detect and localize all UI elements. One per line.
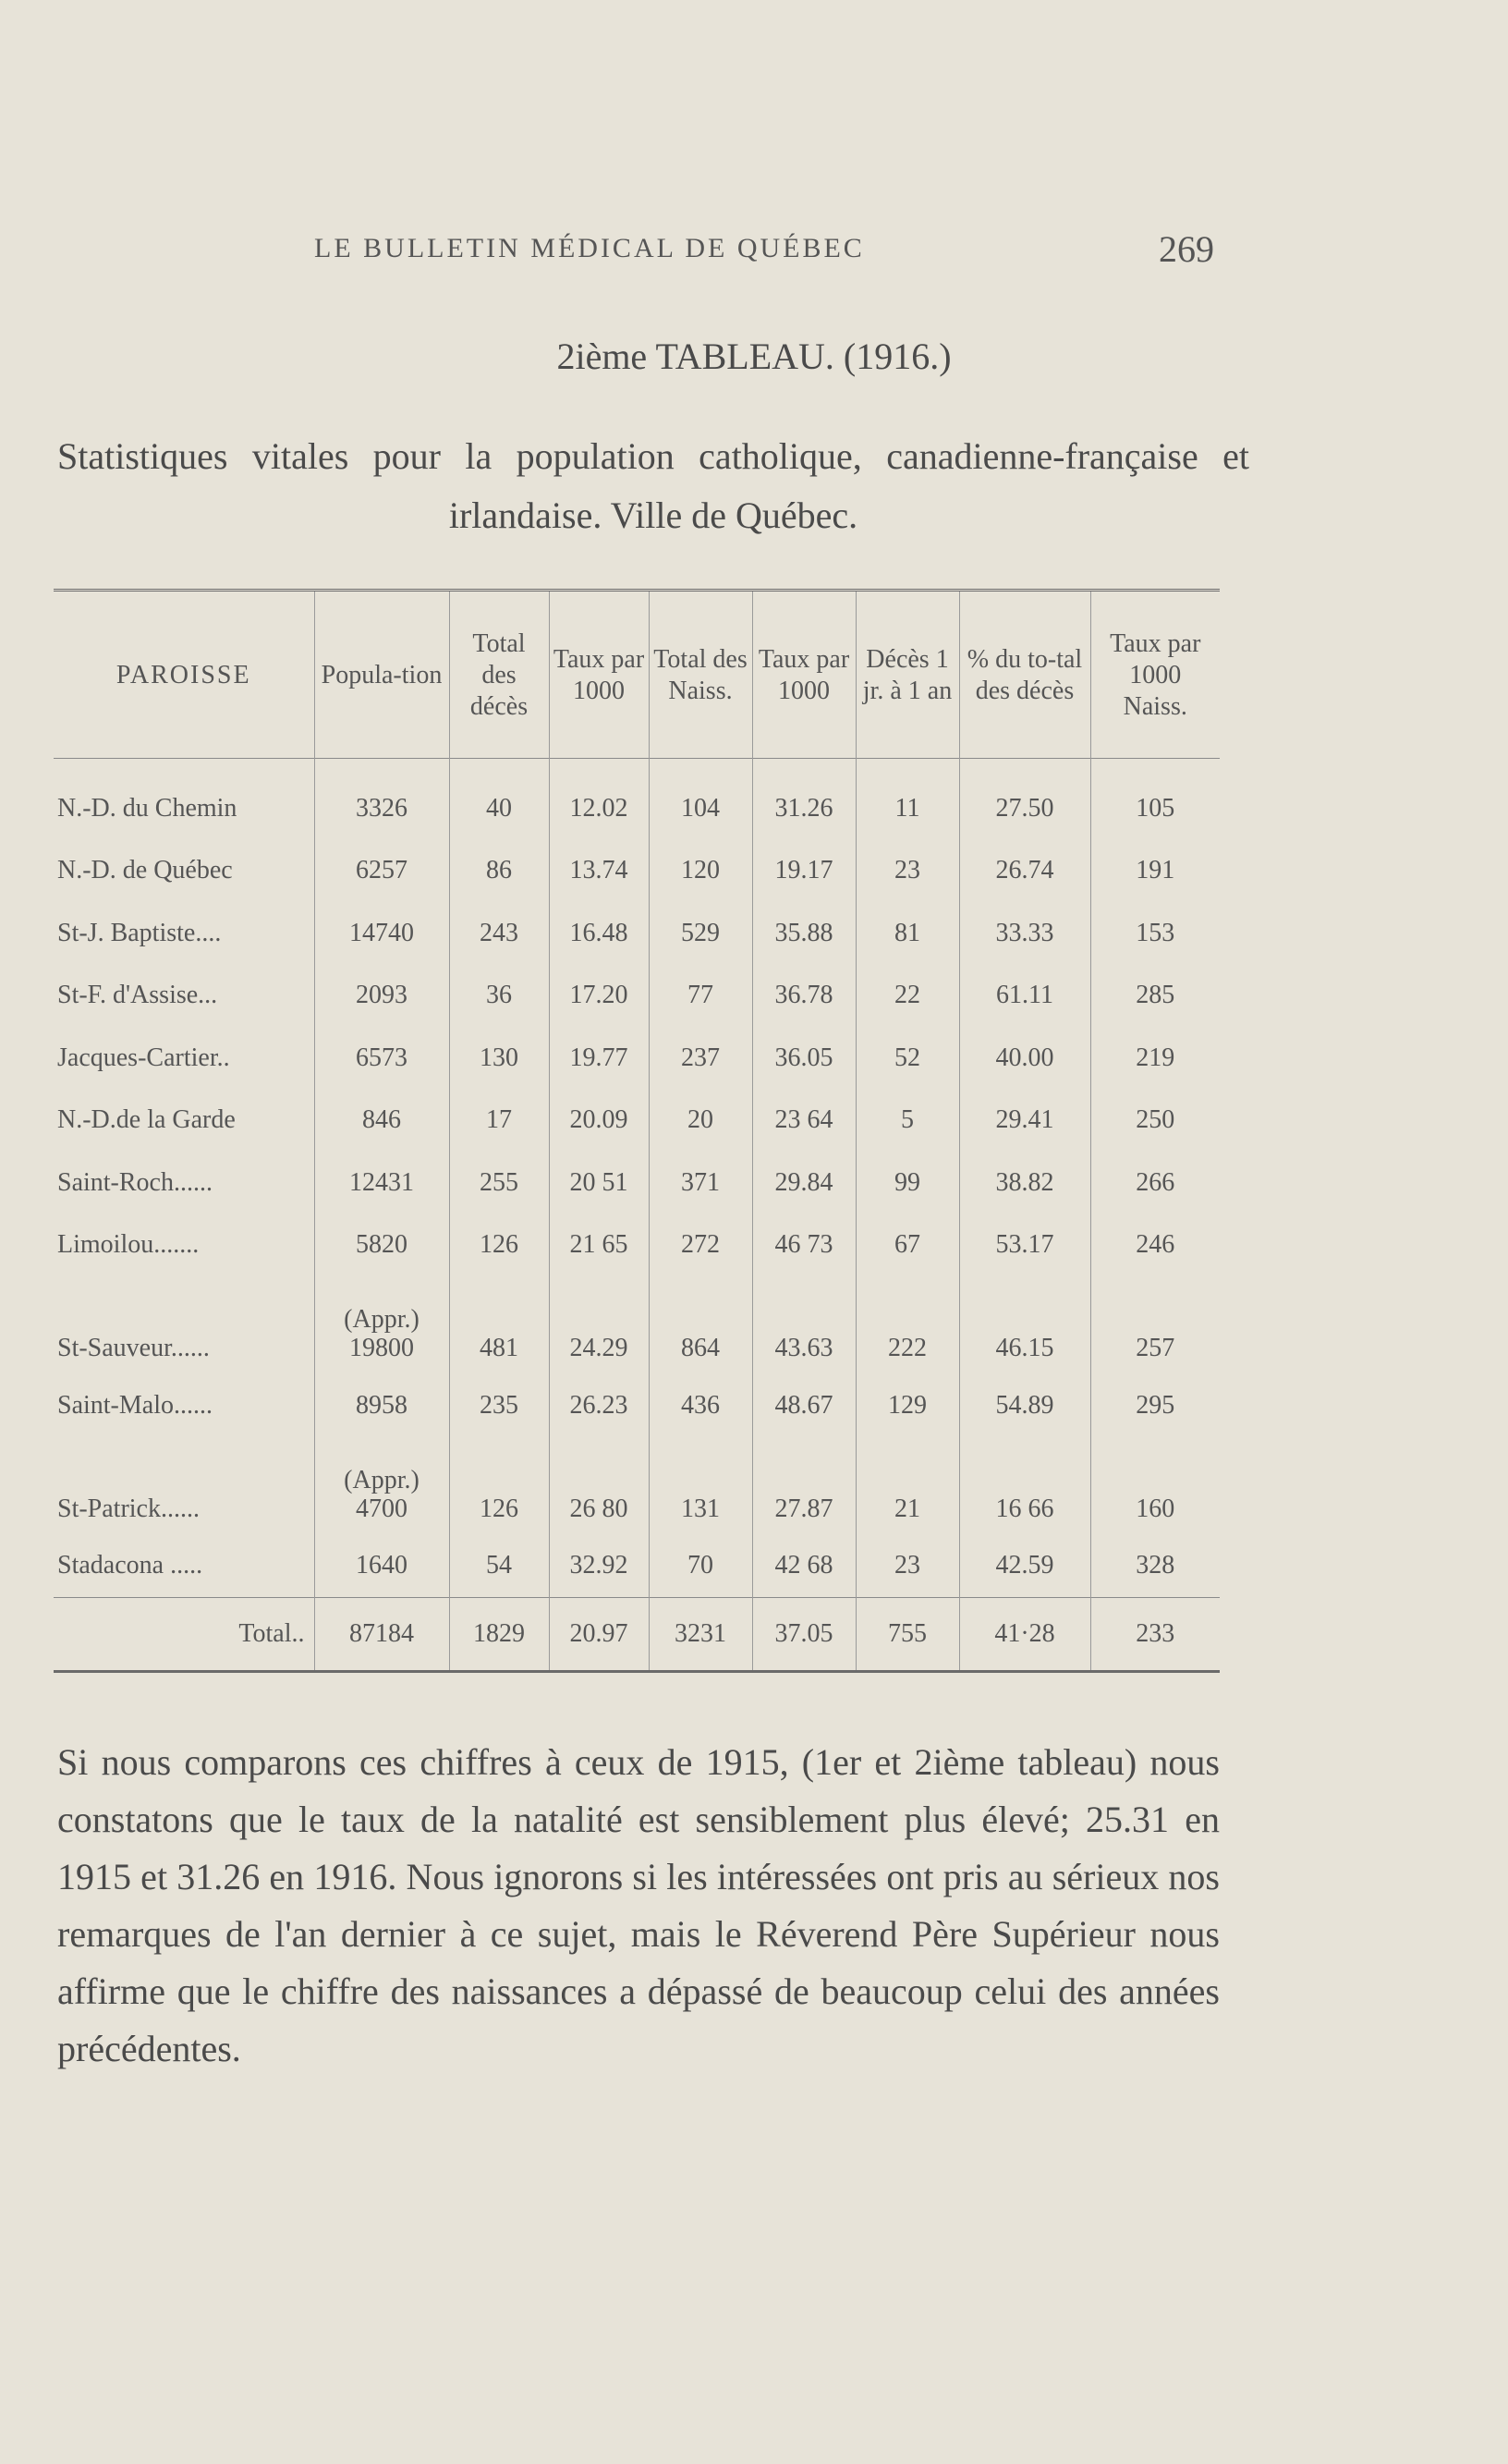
table-cell-total-deces: 481 [449, 1276, 549, 1374]
column-header: Total des décès [449, 591, 549, 759]
table-cell-deces-1an: 67 [856, 1214, 959, 1277]
table-cell-total-deces: 235 [449, 1374, 549, 1437]
table-cell-pct-deces: 53.17 [959, 1214, 1090, 1277]
table-cell-taux-naiss: 48.67 [752, 1374, 856, 1437]
table-cell-pct-deces: 16 66 [959, 1437, 1090, 1535]
table-cell-population: 8958 [314, 1374, 449, 1437]
table-cell-population: 6257 [314, 840, 449, 903]
table-row [54, 902, 1220, 965]
table-cell-taux-naiss-1000: 295 [1090, 1374, 1220, 1437]
table-cell-taux-naiss-1000: 257 [1090, 1276, 1220, 1374]
column-header: % du to-tal des décès [959, 591, 1090, 759]
table-cell-taux-naiss: 31.26 [752, 777, 856, 840]
total-cell-population: 87184 [314, 1598, 449, 1672]
table-cell-taux-naiss: 29.84 [752, 1152, 856, 1214]
column-header: Taux par 1000 Naiss. [1090, 591, 1220, 759]
table-cell-taux-naiss: 19.17 [752, 840, 856, 903]
table-cell-taux-naiss-1000: 266 [1090, 1152, 1220, 1214]
table-cell-total-naiss: 120 [649, 840, 752, 903]
table-cell-paroisse: St-F. d'Assise... [57, 981, 218, 1010]
table-cell-paroisse: Limoilou....... [57, 1230, 200, 1260]
column-header: Taux par 1000 [752, 591, 856, 759]
total-cell-total-deces: 1829 [449, 1598, 549, 1672]
table-cell-taux-naiss: 36.05 [752, 1027, 856, 1090]
table-cell-pct-deces: 42.59 [959, 1535, 1090, 1598]
table-row [54, 1374, 1220, 1437]
table-cell-paroisse: St-Sauveur...... [57, 1334, 210, 1362]
table-cell-taux-naiss-1000: 246 [1090, 1214, 1220, 1277]
table-cell-pct-deces: 29.41 [959, 1090, 1090, 1153]
table-row [54, 1535, 1220, 1598]
table-cell-deces-1an: 21 [856, 1437, 959, 1535]
running-title: LE BULLETIN MÉDICAL DE QUÉBEC [314, 233, 865, 263]
table-cell-taux-naiss-1000: 285 [1090, 965, 1220, 1028]
table-cell-taux-naiss-1000: 250 [1090, 1090, 1220, 1153]
table-cell-total-naiss: 131 [649, 1437, 752, 1535]
table-cell-taux-naiss: 35.88 [752, 902, 856, 965]
table-cell-deces-1an: 129 [856, 1374, 959, 1437]
table-cell-total-naiss: 70 [649, 1535, 752, 1598]
table-cell-taux-naiss: 42 68 [752, 1535, 856, 1598]
table-cell-total-deces: 243 [449, 902, 549, 965]
table-row [54, 1437, 1220, 1535]
table-cell-paroisse: Saint-Roch...... [57, 1167, 213, 1197]
table-cell-pct-deces: 40.00 [959, 1027, 1090, 1090]
table-cell-taux-naiss: 43.63 [752, 1276, 856, 1374]
table-cell-taux-deces: 24.29 [549, 1276, 649, 1374]
column-header: Popula-tion [314, 591, 449, 759]
table-cell-total-naiss: 104 [649, 777, 752, 840]
table-cell-pct-deces: 54.89 [959, 1374, 1090, 1437]
table-cell-total-naiss: 20 [649, 1090, 752, 1153]
table-cell-pct-deces: 26.74 [959, 840, 1090, 903]
table-header-row [54, 591, 1220, 759]
table-row [54, 1152, 1220, 1214]
table-cell-deces-1an: 22 [856, 965, 959, 1028]
table-cell-deces-1an: 11 [856, 777, 959, 840]
table-total-row [54, 1598, 1220, 1672]
table-cell-population: 1640 [314, 1535, 449, 1598]
table-cell-total-deces: 130 [449, 1027, 549, 1090]
table-cell-population: 12431 [314, 1152, 449, 1214]
table-subtitle: Statistiques vitales pour la population catholique, canadienne-française et irlandaise. Ville de Québec. [57, 435, 1249, 536]
table-cell-pct-deces: 33.33 [959, 902, 1090, 965]
total-cell-pct-deces: 41·28 [959, 1598, 1090, 1672]
table-cell-population: 846 [314, 1090, 449, 1153]
table-cell-taux-naiss-1000: 328 [1090, 1535, 1220, 1598]
table-cell-taux-deces: 13.74 [549, 840, 649, 903]
table-cell-total-naiss: 77 [649, 965, 752, 1028]
table-cell-total-naiss: 529 [649, 902, 752, 965]
table-row [54, 1090, 1220, 1153]
table-cell-total-naiss: 371 [649, 1152, 752, 1214]
table-row [54, 965, 1220, 1028]
table-cell-taux-naiss-1000: 219 [1090, 1027, 1220, 1090]
table-cell-population: 6573 [314, 1027, 449, 1090]
page-header [0, 228, 1508, 270]
table-row [54, 1027, 1220, 1090]
table-cell-taux-deces: 26 80 [549, 1437, 649, 1535]
table-cell-population: 2093 [314, 965, 449, 1028]
total-cell-total-naiss: 3231 [649, 1598, 752, 1672]
table-cell-total-deces: 36 [449, 965, 549, 1028]
table-cell-total-naiss: 864 [649, 1276, 752, 1374]
table-cell-total-naiss: 272 [649, 1214, 752, 1277]
table-cell-paroisse: N.-D. du Chemin [57, 793, 237, 823]
table-cell-pct-deces: 38.82 [959, 1152, 1090, 1214]
table-cell-total-naiss: 237 [649, 1027, 752, 1090]
table-cell-taux-naiss: 36.78 [752, 965, 856, 1028]
total-cell-taux-deces: 20.97 [549, 1598, 649, 1672]
table-cell-paroisse: N.-D.de la Garde [57, 1105, 236, 1135]
table-cell-pct-deces: 61.11 [959, 965, 1090, 1028]
table-cell-taux-naiss: 23 64 [752, 1090, 856, 1153]
table-cell-paroisse: Saint-Malo...... [57, 1390, 213, 1420]
table-cell-paroisse: St-J. Baptiste.... [57, 918, 222, 947]
table-cell-total-deces: 86 [449, 840, 549, 903]
column-header: Taux par 1000 [549, 591, 649, 759]
table-cell-deces-1an: 23 [856, 840, 959, 903]
table-cell-taux-deces: 17.20 [549, 965, 649, 1028]
table-cell-deces-1an: 5 [856, 1090, 959, 1153]
table-cell-total-deces: 54 [449, 1535, 549, 1598]
column-header: PAROISSE [116, 661, 251, 689]
table-cell-deces-1an: 81 [856, 902, 959, 965]
table-cell-taux-deces: 32.92 [549, 1535, 649, 1598]
population-value: 4700 [356, 1494, 407, 1523]
table-cell-total-deces: 126 [449, 1214, 549, 1277]
table-cell-deces-1an: 99 [856, 1152, 959, 1214]
body-paragraph: Si nous comparons ces chiffres à ceux de 1915, (1er et 2ième tableau) nous constatons que le taux de la natalité est sensiblement plus élevé; 25.31 en 1915 et 31.26 en 1916. Nous ignorons si les intéressées ont pris au sérieux nos remarques de l'an dernier à ce sujet, mais le Réverend Père Supérieur nous affirme que le chiffre des naissances a dépassé de beaucoup celui des années précédentes. [57, 1741, 1220, 2069]
table-title: 2ième TABLEAU. (1916.) [556, 335, 952, 377]
table-row [54, 1276, 1220, 1374]
table-cell-population [314, 1276, 449, 1374]
table-cell-taux-deces: 12.02 [549, 777, 649, 840]
table-cell-population: 14740 [314, 902, 449, 965]
table-cell-pct-deces: 27.50 [959, 777, 1090, 840]
table-row [54, 840, 1220, 903]
table-row [54, 1214, 1220, 1277]
table-cell-taux-deces: 21 65 [549, 1214, 649, 1277]
table-cell-total-deces: 17 [449, 1090, 549, 1153]
table-cell-deces-1an: 23 [856, 1535, 959, 1598]
population-value: 19800 [349, 1334, 414, 1362]
page-number: 269 [1159, 228, 1214, 270]
table-cell-paroisse: St-Patrick...... [57, 1494, 200, 1523]
column-header: Total des Naiss. [649, 591, 752, 759]
table-cell-paroisse: Stadacona ..... [57, 1551, 203, 1580]
total-cell-taux-naiss: 37.05 [752, 1598, 856, 1672]
column-header: Décès 1 jr. à 1 an [856, 591, 959, 759]
table-cell-taux-deces: 26.23 [549, 1374, 649, 1437]
table-cell-population: 3326 [314, 777, 449, 840]
vital-statistics-table [54, 589, 1220, 1673]
table-cell-taux-deces: 20 51 [549, 1152, 649, 1214]
table-cell-taux-naiss-1000: 191 [1090, 840, 1220, 903]
table-cell-taux-naiss-1000: 153 [1090, 902, 1220, 965]
table-cell-paroisse: Jacques-Cartier.. [57, 1043, 230, 1072]
table-cell-deces-1an: 52 [856, 1027, 959, 1090]
table-cell-total-deces: 255 [449, 1152, 549, 1214]
table-body [54, 759, 1220, 1598]
table-cell-pct-deces: 46.15 [959, 1276, 1090, 1374]
total-cell-taux-naiss-1000: 233 [1090, 1598, 1220, 1672]
table-cell-taux-naiss-1000: 160 [1090, 1437, 1220, 1535]
total-cell-paroisse: Total.. [238, 1619, 305, 1648]
table-cell-population: 5820 [314, 1214, 449, 1277]
total-cell-deces-1an: 755 [856, 1598, 959, 1672]
table-row [54, 777, 1220, 840]
table-cell-total-deces: 40 [449, 777, 549, 840]
table-cell-total-deces: 126 [449, 1437, 549, 1535]
table-cell-paroisse: N.-D. de Québec [57, 856, 233, 885]
table-cell-population [314, 1437, 449, 1535]
table-cell-taux-naiss: 46 73 [752, 1214, 856, 1277]
table-cell-taux-naiss-1000: 105 [1090, 777, 1220, 840]
table-cell-deces-1an: 222 [856, 1276, 959, 1374]
approximation-note: (Appr.) [344, 1465, 420, 1494]
table-cell-taux-naiss: 27.87 [752, 1437, 856, 1535]
table-cell-taux-deces: 16.48 [549, 902, 649, 965]
approximation-note: (Appr.) [344, 1305, 420, 1334]
table-cell-taux-deces: 20.09 [549, 1090, 649, 1153]
table-cell-total-naiss: 436 [649, 1374, 752, 1437]
table-cell-taux-deces: 19.77 [549, 1027, 649, 1090]
